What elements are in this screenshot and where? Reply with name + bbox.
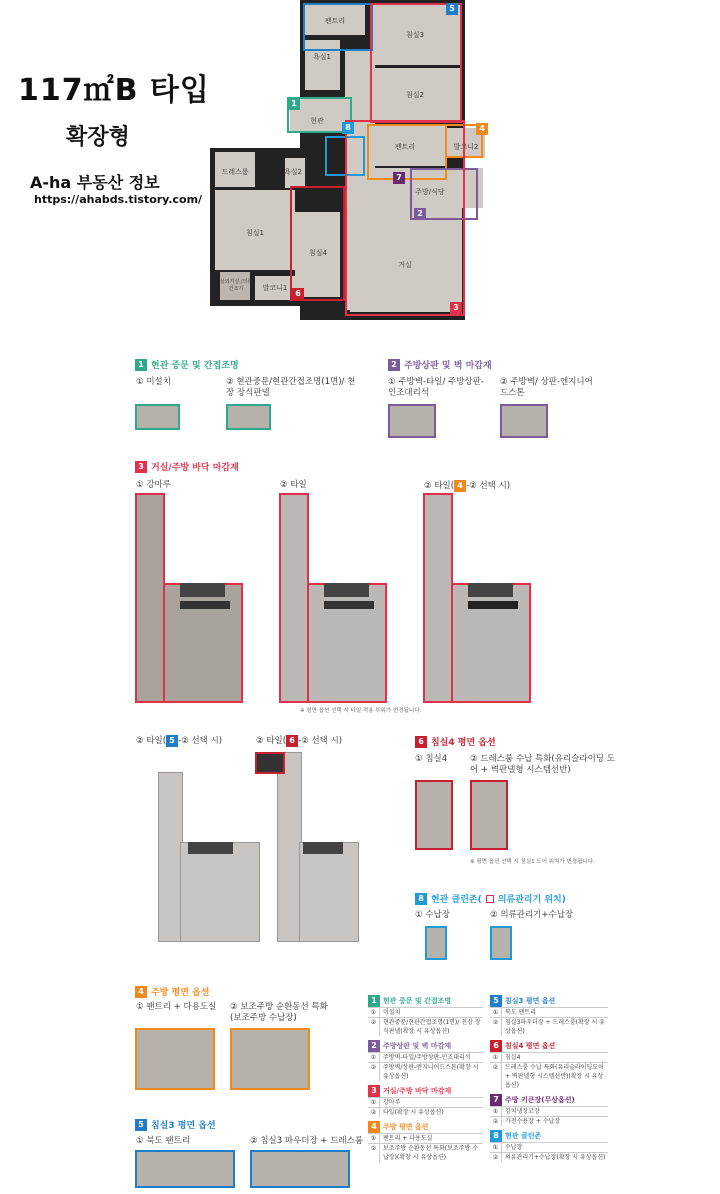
section-2-opt2: ② 주방벽/ 상판-엔지니어드스톤 (500, 377, 593, 398)
room-balcony1: 발코니1 (262, 284, 288, 292)
section-3-opt3: ② 타일( 4 -② 선택 시) (424, 481, 511, 491)
room-bedroom4: 침실4 (309, 249, 327, 257)
section-3-opt2: ② 타일 (280, 480, 307, 490)
section-4-title: 4 주방 평면 옵션 (135, 985, 209, 998)
summary-row: ① 침실4 (490, 1052, 608, 1062)
section-3-plan2 (279, 493, 399, 703)
room-laundry: 실외기실 /의류건조기 (219, 279, 253, 292)
summary-group-1-title: 1 현관 중문 및 간접조명 (368, 995, 483, 1007)
room-bedroom3: 침실3 (406, 31, 424, 39)
section-2-thumb1 (388, 404, 436, 438)
section-3-plan4 (158, 772, 263, 942)
summary-group-6-title: 6 침실4 평면 옵션 (490, 1040, 608, 1052)
marker-2: 2 (414, 208, 426, 220)
section-3-plan1 (135, 493, 255, 703)
marker-6: 6 (292, 288, 304, 300)
section-5-opt2: ② 침실3 파우더장 + 드레스룸 (250, 1136, 364, 1146)
brand-name: A-ha 부동산 정보 (30, 173, 160, 192)
marker-box-3-top (370, 3, 462, 123)
section-3-opt5: ② 타일( 6 -② 선택 시) (256, 736, 343, 746)
room-bath2: 욕실2 (284, 168, 302, 176)
marker-1: 1 (288, 98, 300, 110)
section-1-title: 1 현관 중문 및 간접조명 (135, 358, 239, 371)
section-5-opt1: ① 북도 팬트리 (136, 1136, 191, 1146)
summary-row: ① 북도 팬트리 (490, 1007, 608, 1017)
section-2-title: 2 주방상판 및 벽 마감재 (388, 358, 492, 371)
summary-group-4-title: 4 주방 평면 옵션 (368, 1121, 483, 1133)
section-3-plan3 (423, 493, 543, 703)
marker-4: 4 (476, 123, 488, 135)
section-8-opt2: ② 의류관리기+수납장 (490, 910, 574, 920)
summary-row: ② 보조주방 순환동선 특화(보조주방 수납장)(확장 시 유상옵션) (368, 1143, 483, 1162)
summary-row: ② 침실3파우더장 + 드레스룸(확장 시 유상옵션) (490, 1017, 608, 1036)
summary-row: ① 팬트리 + 다용도실 (368, 1133, 483, 1143)
section-2-thumb2 (500, 404, 548, 438)
room-living: 거실 (398, 261, 412, 269)
section-2-opt1: ① 주방벽-타일/ 주방상판-인조대리석 (388, 377, 484, 398)
summary-row: ① 수납장 (490, 1142, 608, 1152)
marker-5: 5 (446, 3, 458, 15)
section-1-opt1: ① 미설치 (136, 377, 171, 387)
section-1-thumb2 (226, 404, 271, 430)
section-4-thumb2 (230, 1028, 310, 1090)
section-8-title: 8 현관 클린존( 의류관리기 위치) (415, 892, 566, 905)
summary-right (490, 995, 608, 1166)
section-6-opt2: ② 드레스룸 수납 특화(유리슬라이딩 도어 + 벽판넬형 시스템선반) (470, 754, 615, 775)
room-entrance: 현관 (310, 117, 324, 125)
section-3-opt1: ① 강마루 (136, 480, 171, 490)
section-8-thumb2 (490, 926, 512, 960)
summary-row: ② 주방벽/상판-엔지니어드스톤(확장 시 유상옵션) (368, 1062, 483, 1081)
page-subtitle: 확장형 (66, 125, 130, 150)
section-6-thumb2 (470, 780, 508, 850)
section-5-thumb2 (250, 1150, 350, 1188)
section-3-title: 3 거실/주방 바닥 마감재 (135, 460, 239, 473)
section-6-title: 6 침실4 평면 옵션 (415, 735, 496, 748)
floor-plan (210, 0, 485, 322)
room-bedroom1: 침실1 (246, 229, 264, 237)
summary-group-3-title: 3 거실/주방 바닥 마감재 (368, 1085, 483, 1097)
summary-group-7-title: 7 주방 키큰장(무상옵션) (490, 1094, 608, 1106)
page-title: 117㎡B 타입 (18, 73, 210, 108)
summary-row: ② 현관중문/현관간접조명(1면)/ 천장 장식판넬(확장 시 유상옵션) (368, 1017, 483, 1036)
section-1-opt2: ② 현관중문/현관간접조명(1면)/ 천장 장식판넬 (226, 377, 356, 398)
section-3-opt4: ② 타일( 5 -② 선택 시) (136, 736, 223, 746)
summary-group-5-title: 5 침실3 평면 옵션 (490, 995, 608, 1007)
room-bath1: 욕실1 (313, 53, 331, 61)
section-3-note: ※ 평면 옵션 선택 시 타일 적용 부위가 변경됩니다. (300, 708, 422, 714)
summary-group-8-title: 8 현관 클린존 (490, 1130, 608, 1142)
marker-3: 3 (450, 302, 462, 314)
marker-box-5 (303, 3, 373, 51)
section-8-thumb1 (425, 926, 447, 960)
summary-row: ① 김치냉장고장 (490, 1106, 608, 1116)
room-pantry-top: 팬트리 (324, 17, 346, 25)
summary-row: ② 타일(확장 시 유상옵션) (368, 1107, 483, 1117)
summary-group-2-title: 2 주방상판 및 벽 마감재 (368, 1040, 483, 1052)
room-balcony2: 발코니2 (453, 143, 479, 151)
marker-8: 8 (342, 122, 354, 134)
summary-left (368, 995, 483, 1166)
section-4-opt1: ① 팬트리 + 다용도실 (136, 1002, 217, 1012)
section-1-thumb1 (135, 404, 180, 430)
summary-row: ① 강마루 (368, 1097, 483, 1107)
section-6-opt1: ① 침실4 (415, 754, 448, 764)
summary-row: ② 의류관리기+수납장(확장 시 유상옵션) (490, 1152, 608, 1162)
brand-url[interactable]: https://ahabds.tistory.com/ (34, 193, 203, 206)
marker-7: 7 (393, 172, 405, 184)
section-4-opt2: ② 보조주방 순환동선 특화 (보조주방 수납장) (230, 1002, 328, 1023)
room-bedroom2: 침실2 (406, 91, 424, 99)
summary-row: ① 주방벽-타일/주방상판-인조대리석 (368, 1052, 483, 1062)
section-8-opt1: ① 수납장 (415, 910, 450, 920)
room-kitchen: 주방/식당 (415, 188, 445, 196)
room-dressroom: 드레스룸 (221, 168, 249, 176)
room-pantry-mid: 팬트리 (394, 143, 416, 151)
section-6-note: ※ 평면 옵션 선택 시 침실1 도어 위치가 변경됩니다. (470, 859, 595, 865)
section-6-thumb1 (415, 780, 453, 850)
section-3-plan5 (255, 752, 360, 942)
summary-row: ② 드레스룸 수납 특화(유리슬라이딩도어 + 벽판넬형 시스템선반)(확장 시 유상옵션) (490, 1062, 608, 1090)
section-5-thumb1 (135, 1150, 235, 1188)
summary-row: ② 가전수용장 + 수납장 (490, 1116, 608, 1126)
marker-box-3 (345, 120, 465, 316)
section-4-thumb1 (135, 1028, 215, 1090)
summary-row: ① 미설치 (368, 1007, 483, 1017)
section-5-title: 5 침실3 평면 옵션 (135, 1118, 216, 1131)
marker-box-6 (290, 186, 345, 301)
